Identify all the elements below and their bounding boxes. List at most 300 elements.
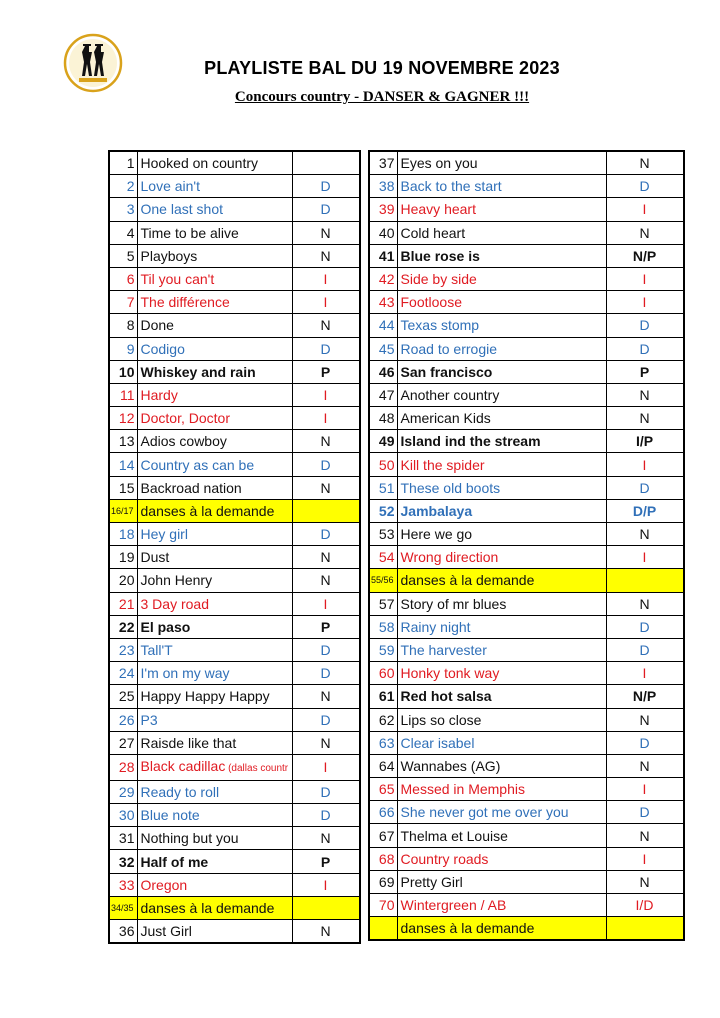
song-title-text: Island ind the stream — [400, 433, 541, 450]
song-row — [369, 685, 684, 708]
song-number: 5 — [109, 244, 137, 267]
dance-code: D — [292, 638, 360, 661]
song-title — [397, 267, 606, 290]
song-title-text: Til you can't — [140, 271, 215, 288]
song-row — [369, 615, 684, 638]
song-title-text: Raisde like that — [140, 734, 237, 751]
song-row — [109, 827, 360, 850]
song-row — [369, 894, 684, 917]
song-title-text: Tall'T — [140, 642, 173, 659]
song-row — [369, 870, 684, 893]
song-number: 23 — [109, 638, 137, 661]
song-title — [397, 244, 606, 267]
song-title — [397, 917, 606, 941]
song-title — [397, 430, 606, 453]
song-title — [137, 896, 292, 919]
song-number: 58 — [369, 615, 397, 638]
song-row — [109, 523, 360, 546]
song-number: 18 — [109, 523, 137, 546]
song-number: 70 — [369, 894, 397, 917]
song-title-text: Doctor, Doctor — [140, 410, 230, 427]
song-row — [109, 291, 360, 314]
dance-code: D — [292, 780, 360, 803]
song-number: 64 — [369, 754, 397, 777]
dance-code: D — [292, 198, 360, 221]
song-number: 43 — [369, 291, 397, 314]
song-title-text: Clear isabel — [400, 734, 475, 751]
song-row — [369, 778, 684, 801]
song-number: 14 — [109, 453, 137, 476]
song-number: 37 — [369, 151, 397, 175]
song-number: 62 — [369, 708, 397, 731]
song-number: 69 — [369, 870, 397, 893]
playlist-table-right — [368, 150, 685, 941]
song-row — [369, 546, 684, 569]
song-title — [137, 360, 292, 383]
song-row — [109, 476, 360, 499]
song-number: 15 — [109, 476, 137, 499]
song-title-text: Red hot salsa — [400, 688, 492, 705]
dance-code: N — [606, 383, 684, 406]
dance-code: N — [606, 151, 684, 175]
song-number: 65 — [369, 778, 397, 801]
song-number: 7 — [109, 291, 137, 314]
song-row — [369, 731, 684, 754]
dance-code: D — [606, 476, 684, 499]
song-row — [109, 151, 360, 175]
song-title-text: 3 Day road — [140, 595, 209, 612]
song-title-text: danses à la demande — [140, 899, 275, 916]
song-row — [369, 708, 684, 731]
song-title — [137, 804, 292, 827]
song-title-text: Road to errogie — [400, 340, 498, 357]
song-title-text: Texas stomp — [400, 317, 480, 334]
song-row — [109, 920, 360, 944]
song-title — [397, 824, 606, 847]
dance-code: N/P — [606, 685, 684, 708]
song-number: 19 — [109, 546, 137, 569]
dance-code: P — [292, 360, 360, 383]
song-title-text: The harvester — [400, 642, 487, 659]
song-title-text: Just Girl — [140, 923, 192, 940]
song-row — [109, 708, 360, 731]
song-number: 51 — [369, 476, 397, 499]
song-number: 27 — [109, 731, 137, 754]
song-number: 10 — [109, 360, 137, 383]
song-title — [137, 592, 292, 615]
dance-code: N — [292, 476, 360, 499]
song-title — [397, 801, 606, 824]
song-title-text: Wannabes (AG) — [400, 757, 501, 774]
song-title-text: Love ain't — [140, 178, 200, 195]
dance-code: D — [606, 615, 684, 638]
song-number: 60 — [369, 662, 397, 685]
dance-code: I — [606, 453, 684, 476]
song-row — [109, 615, 360, 638]
dance-code: I — [292, 754, 360, 780]
dance-code: D — [606, 731, 684, 754]
song-title — [137, 873, 292, 896]
dance-code: N — [606, 824, 684, 847]
song-row — [369, 221, 684, 244]
song-number: 13 — [109, 430, 137, 453]
song-number: 61 — [369, 685, 397, 708]
song-row — [109, 175, 360, 198]
song-title — [137, 314, 292, 337]
song-title — [137, 662, 292, 685]
dance-code: I — [606, 291, 684, 314]
song-title — [397, 592, 606, 615]
song-number: 41 — [369, 244, 397, 267]
song-title — [397, 499, 606, 522]
song-title-text: One last shot — [140, 201, 223, 218]
song-title — [137, 708, 292, 731]
dance-code: I/D — [606, 894, 684, 917]
song-title — [137, 198, 292, 221]
song-title-text: John Henry — [140, 572, 213, 589]
dance-code: I — [292, 873, 360, 896]
song-title — [397, 870, 606, 893]
song-number: 22 — [109, 615, 137, 638]
song-title — [397, 360, 606, 383]
dance-code: N — [292, 685, 360, 708]
dance-code: N — [292, 430, 360, 453]
song-title — [137, 827, 292, 850]
request-dances-row — [109, 896, 360, 919]
song-row — [369, 847, 684, 870]
dance-code: I — [292, 407, 360, 430]
song-title-text: San francisco — [400, 363, 493, 380]
song-title-text: Hardy — [140, 386, 178, 403]
song-number: 44 — [369, 314, 397, 337]
dance-code: I — [292, 383, 360, 406]
song-number: 66 — [369, 801, 397, 824]
song-row — [369, 407, 684, 430]
dance-code: N — [292, 827, 360, 850]
song-title-text: Cold heart — [400, 224, 466, 241]
song-number: 25 — [109, 685, 137, 708]
song-number: 3 — [109, 198, 137, 221]
song-title — [397, 708, 606, 731]
dance-code: D — [606, 801, 684, 824]
dance-code: N — [606, 754, 684, 777]
dance-code: D — [606, 314, 684, 337]
song-title-text: Blue rose is — [400, 247, 480, 264]
song-title — [137, 291, 292, 314]
song-title — [137, 407, 292, 430]
song-row — [369, 430, 684, 453]
song-number: 32 — [109, 850, 137, 873]
song-title — [397, 407, 606, 430]
dance-code: N — [606, 221, 684, 244]
song-title — [137, 337, 292, 360]
song-title — [397, 383, 606, 406]
dance-code: N — [606, 708, 684, 731]
song-title-text: Another country — [400, 386, 500, 403]
song-title — [137, 499, 292, 522]
song-title-text: Wintergreen / AB — [400, 897, 507, 914]
dance-code: P — [606, 360, 684, 383]
song-title — [397, 778, 606, 801]
song-title-text: Ready to roll — [140, 783, 220, 800]
song-title-text: Half of me — [140, 853, 209, 870]
dance-code: N — [292, 731, 360, 754]
dance-code: N — [606, 407, 684, 430]
song-number: 29 — [109, 780, 137, 803]
song-title — [137, 267, 292, 290]
dance-code — [292, 499, 360, 522]
song-row — [369, 314, 684, 337]
song-row — [369, 824, 684, 847]
song-row — [109, 780, 360, 803]
song-title — [397, 638, 606, 661]
dance-code: N — [292, 244, 360, 267]
song-title-text: Thelma et Louise — [400, 827, 508, 844]
song-row — [369, 523, 684, 546]
song-row — [369, 476, 684, 499]
song-title-text: Story of mr blues — [400, 595, 507, 612]
dance-code: D — [292, 662, 360, 685]
song-number: 42 — [369, 267, 397, 290]
song-number: 46 — [369, 360, 397, 383]
dance-code: I — [606, 847, 684, 870]
song-number: 68 — [369, 847, 397, 870]
song-title — [137, 523, 292, 546]
song-row — [369, 638, 684, 661]
dance-code: N — [606, 870, 684, 893]
song-title-text: Honky tonk way — [400, 665, 500, 682]
song-title-text: Back to the start — [400, 178, 502, 195]
song-title — [137, 453, 292, 476]
song-row — [109, 383, 360, 406]
song-title — [397, 569, 606, 592]
song-row — [109, 754, 360, 780]
dance-code: I/P — [606, 430, 684, 453]
song-title-text: Pretty Girl — [400, 873, 463, 890]
song-title — [397, 476, 606, 499]
song-row — [369, 198, 684, 221]
song-number: 55/56 — [369, 569, 397, 592]
dance-code — [292, 151, 360, 175]
dance-code: I — [292, 267, 360, 290]
song-title — [397, 662, 606, 685]
dance-code — [606, 569, 684, 592]
song-row — [369, 175, 684, 198]
dance-code: N — [292, 314, 360, 337]
dance-code: N — [606, 523, 684, 546]
dance-code: I — [292, 291, 360, 314]
song-number: 20 — [109, 569, 137, 592]
song-title-text: Time to be alive — [140, 224, 239, 241]
song-title — [137, 151, 292, 175]
song-title — [397, 314, 606, 337]
song-title-text: I'm on my way — [140, 665, 230, 682]
page-subtitle: Concours country - DANSER & GAGNER !!! — [234, 89, 530, 105]
song-title-text: Backroad nation — [140, 479, 242, 496]
song-row — [369, 337, 684, 360]
dance-code: P — [292, 615, 360, 638]
song-title — [137, 244, 292, 267]
song-row — [109, 685, 360, 708]
song-title-text: Jambalaya — [400, 502, 473, 519]
song-row — [109, 850, 360, 873]
song-row — [109, 221, 360, 244]
song-title-text: Black cadillac — [140, 757, 226, 774]
song-title — [397, 198, 606, 221]
song-row — [109, 873, 360, 896]
song-title-text: Blue note — [140, 807, 200, 824]
song-row — [369, 151, 684, 175]
song-title — [137, 850, 292, 873]
dance-code: D — [292, 453, 360, 476]
song-title — [397, 615, 606, 638]
song-title-text: danses à la demande — [400, 572, 535, 589]
song-number: 57 — [369, 592, 397, 615]
dance-code: I — [606, 546, 684, 569]
song-row — [369, 662, 684, 685]
song-row — [369, 592, 684, 615]
song-number: 33 — [109, 873, 137, 896]
playlist-table-left — [108, 150, 361, 944]
song-title-text: She never got me over you — [400, 804, 569, 821]
song-title — [137, 615, 292, 638]
dance-code: D — [292, 337, 360, 360]
song-number: 1 — [109, 151, 137, 175]
song-row — [109, 804, 360, 827]
song-number: 39 — [369, 198, 397, 221]
song-number — [369, 917, 397, 941]
song-row — [369, 360, 684, 383]
song-title — [397, 894, 606, 917]
song-number: 53 — [369, 523, 397, 546]
song-title — [137, 383, 292, 406]
dance-code: N — [292, 569, 360, 592]
song-title-text: Oregon — [140, 876, 188, 893]
dance-code: P — [292, 850, 360, 873]
song-number: 67 — [369, 824, 397, 847]
song-number: 16/17 — [109, 499, 137, 522]
song-note: (dallas countr — [225, 762, 289, 774]
song-title-text: Side by side — [400, 271, 477, 288]
song-title — [137, 754, 292, 780]
song-row — [109, 360, 360, 383]
dance-code — [606, 917, 684, 941]
song-title-text: Rainy night — [400, 618, 471, 635]
song-row — [109, 453, 360, 476]
dance-code: D/P — [606, 499, 684, 522]
song-number: 59 — [369, 638, 397, 661]
song-row — [369, 267, 684, 290]
dance-code: D — [292, 804, 360, 827]
song-title — [137, 638, 292, 661]
song-number: 50 — [369, 453, 397, 476]
song-title-text: Here we go — [400, 526, 473, 543]
song-row — [369, 291, 684, 314]
song-title — [137, 569, 292, 592]
song-title-text: Kill the spider — [400, 456, 485, 473]
request-dances-row — [109, 499, 360, 522]
song-title — [397, 754, 606, 777]
song-title-text: Happy Happy Happy — [140, 688, 270, 705]
song-number: 63 — [369, 731, 397, 754]
song-row — [109, 592, 360, 615]
song-title-text: These old boots — [400, 479, 501, 496]
song-number: 11 — [109, 383, 137, 406]
dance-code: N — [292, 221, 360, 244]
song-row — [109, 731, 360, 754]
song-row — [109, 638, 360, 661]
song-title-text: Codigo — [140, 340, 185, 357]
song-title-text: Eyes on you — [400, 155, 478, 172]
song-title — [137, 685, 292, 708]
dance-code: N — [606, 592, 684, 615]
song-title — [137, 780, 292, 803]
song-row — [109, 198, 360, 221]
request-dances-row — [369, 569, 684, 592]
song-title-text: Playboys — [140, 247, 198, 264]
song-title-text: Country roads — [400, 850, 489, 867]
song-title-text: Whiskey and rain — [140, 363, 256, 380]
song-title-text: Done — [140, 317, 174, 334]
song-title — [137, 731, 292, 754]
song-row — [109, 662, 360, 685]
dance-code: D — [606, 337, 684, 360]
song-title-text: El paso — [140, 618, 191, 635]
song-title — [397, 453, 606, 476]
song-title — [397, 337, 606, 360]
song-number: 48 — [369, 407, 397, 430]
song-row — [109, 569, 360, 592]
song-number: 2 — [109, 175, 137, 198]
song-number: 31 — [109, 827, 137, 850]
song-title-text: Hey girl — [140, 526, 188, 543]
song-number: 40 — [369, 221, 397, 244]
song-number: 36 — [109, 920, 137, 944]
song-title-text: Dust — [140, 549, 170, 566]
song-title-text: danses à la demande — [140, 502, 275, 519]
song-title — [397, 151, 606, 175]
song-title — [137, 920, 292, 944]
song-title-text: Hooked on country — [140, 155, 259, 172]
song-title — [397, 291, 606, 314]
song-number: 12 — [109, 407, 137, 430]
song-number: 47 — [369, 383, 397, 406]
song-number: 30 — [109, 804, 137, 827]
song-number: 54 — [369, 546, 397, 569]
song-row — [369, 453, 684, 476]
dance-code: D — [292, 708, 360, 731]
song-row — [369, 244, 684, 267]
song-number: 52 — [369, 499, 397, 522]
song-title — [397, 731, 606, 754]
song-title — [397, 523, 606, 546]
song-title — [397, 221, 606, 244]
dance-code: I — [606, 662, 684, 685]
dance-code — [292, 896, 360, 919]
song-number: 24 — [109, 662, 137, 685]
song-title — [137, 546, 292, 569]
song-number: 21 — [109, 592, 137, 615]
song-title-text: Heavy heart — [400, 201, 476, 218]
song-title — [137, 221, 292, 244]
song-number: 6 — [109, 267, 137, 290]
dance-code: N — [292, 920, 360, 944]
song-title-text: The différence — [140, 294, 230, 311]
dance-code: I — [606, 198, 684, 221]
song-number: 45 — [369, 337, 397, 360]
song-title-text: Footloose — [400, 294, 462, 311]
song-title-text: American Kids — [400, 410, 491, 427]
